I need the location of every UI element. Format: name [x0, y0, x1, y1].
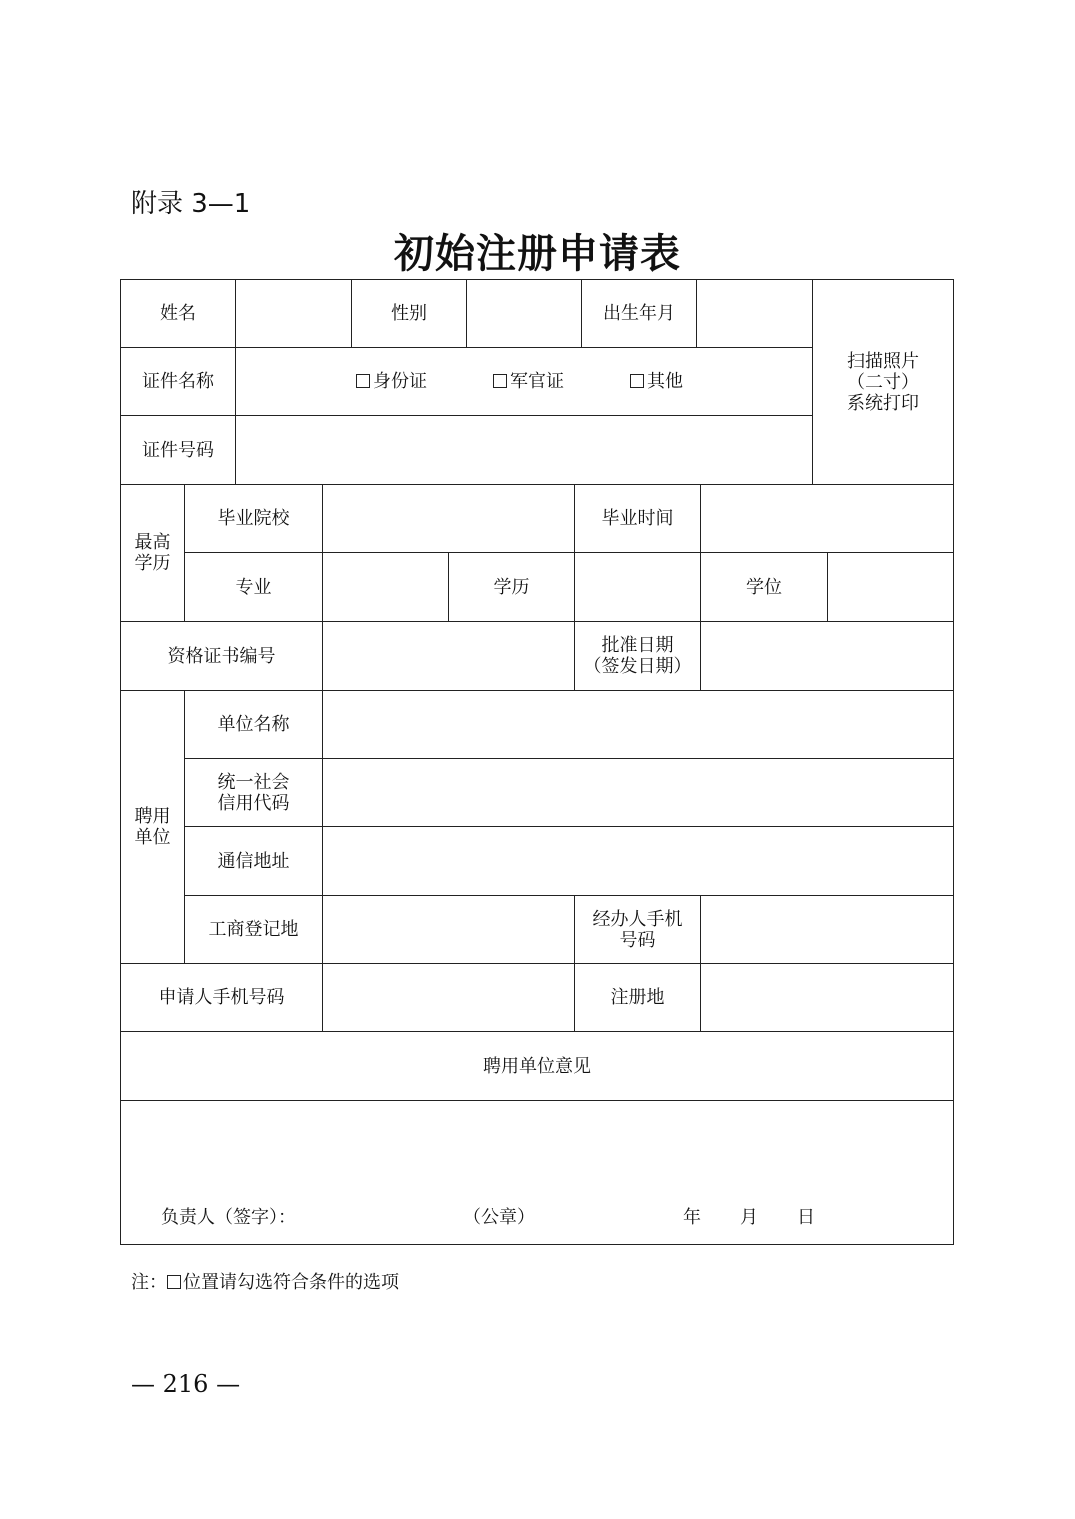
photo-line-2: （二寸）	[847, 371, 919, 393]
opinion-signature-area[interactable]	[120, 1100, 954, 1245]
id-option-label: 军官证	[510, 371, 564, 392]
checkbox-icon[interactable]	[356, 374, 370, 388]
checkbox-icon[interactable]	[493, 374, 507, 388]
id-number-field[interactable]	[235, 415, 813, 485]
id-number-label: 证件号码	[120, 415, 236, 485]
credit-code-line-1: 统一社会	[217, 771, 290, 793]
id-type-options	[235, 347, 813, 416]
approval-line-1: 批准日期	[601, 635, 674, 656]
applicant-phone-field[interactable]	[322, 963, 575, 1032]
cert-no-label: 资格证书编号	[120, 621, 323, 691]
approval-line-2: （签发日期）	[583, 656, 692, 677]
reg-place-field[interactable]	[700, 963, 954, 1032]
handler-phone-label	[574, 895, 701, 964]
address-label: 通信地址	[184, 826, 323, 896]
id-option-label: 身份证	[373, 371, 427, 392]
major-field[interactable]	[322, 552, 449, 622]
photo-line-3: 系统打印	[847, 392, 919, 414]
handler-phone-field[interactable]	[700, 895, 954, 964]
name-field[interactable]	[235, 279, 352, 348]
photo-box	[812, 279, 954, 485]
grad-time-field[interactable]	[700, 484, 954, 553]
grad-time-label: 毕业时间	[574, 484, 701, 553]
year-label: 年	[683, 1207, 701, 1228]
education-field[interactable]	[574, 552, 701, 622]
checkbox-icon[interactable]	[630, 374, 644, 388]
form-title: 初始注册申请表	[394, 230, 681, 277]
education-group-line-2: 学历	[134, 553, 171, 574]
opinion-label: 聘用单位意见	[120, 1031, 954, 1101]
biz-reg-field[interactable]	[322, 895, 575, 964]
approval-date-field[interactable]	[700, 621, 954, 691]
note-text: 位置请勾选符合条件的选项	[183, 1272, 399, 1293]
gender-label: 性别	[351, 279, 467, 348]
school-label: 毕业院校	[184, 484, 323, 553]
org-name-field[interactable]	[322, 690, 954, 759]
credit-code-field[interactable]	[322, 758, 954, 827]
appendix-label: 附录 3—1	[131, 189, 251, 219]
education-label: 学历	[448, 552, 575, 622]
gender-field[interactable]	[466, 279, 582, 348]
seal-label: （公章）	[463, 1207, 535, 1228]
reg-place-label: 注册地	[574, 963, 701, 1032]
org-name-label: 单位名称	[184, 690, 323, 759]
address-field[interactable]	[322, 826, 954, 896]
id-type-label: 证件名称	[120, 347, 236, 416]
school-field[interactable]	[322, 484, 575, 553]
id-option-label: 其他	[647, 371, 683, 392]
credit-code-line-2: 信用代码	[217, 792, 290, 814]
registration-form	[120, 279, 954, 1245]
education-group-line-1: 最高	[134, 532, 171, 553]
employer-group-line-2: 单位	[134, 827, 171, 848]
month-label: 月	[740, 1207, 758, 1228]
handler-line-2: 号码	[619, 929, 656, 951]
id-option-other[interactable]	[630, 371, 683, 392]
birth-label: 出生年月	[581, 279, 697, 348]
biz-reg-label: 工商登记地	[184, 895, 323, 964]
cert-no-field[interactable]	[322, 621, 575, 691]
applicant-phone-label: 申请人手机号码	[120, 963, 323, 1032]
credit-code-label	[184, 758, 323, 827]
footnote	[131, 1268, 399, 1294]
note-prefix: 注：	[131, 1272, 167, 1293]
id-option-officer[interactable]	[493, 371, 564, 392]
major-label: 专业	[184, 552, 323, 622]
degree-field[interactable]	[827, 552, 954, 622]
employer-group-line-1: 聘用	[134, 806, 171, 827]
degree-label: 学位	[700, 552, 828, 622]
page-number: — 216 —	[131, 1370, 241, 1398]
day-label: 日	[797, 1207, 815, 1228]
checkbox-icon	[167, 1275, 181, 1289]
signature-label: 负责人（签字）：	[161, 1207, 296, 1228]
photo-line-1: 扫描照片	[847, 350, 919, 372]
approval-date-label	[574, 621, 701, 691]
employer-group-label	[120, 690, 185, 964]
id-option-idcard[interactable]	[356, 371, 427, 392]
birth-field[interactable]	[696, 279, 813, 348]
education-group-label	[120, 484, 185, 622]
name-label: 姓名	[120, 279, 236, 348]
handler-line-1: 经办人手机	[592, 908, 683, 930]
